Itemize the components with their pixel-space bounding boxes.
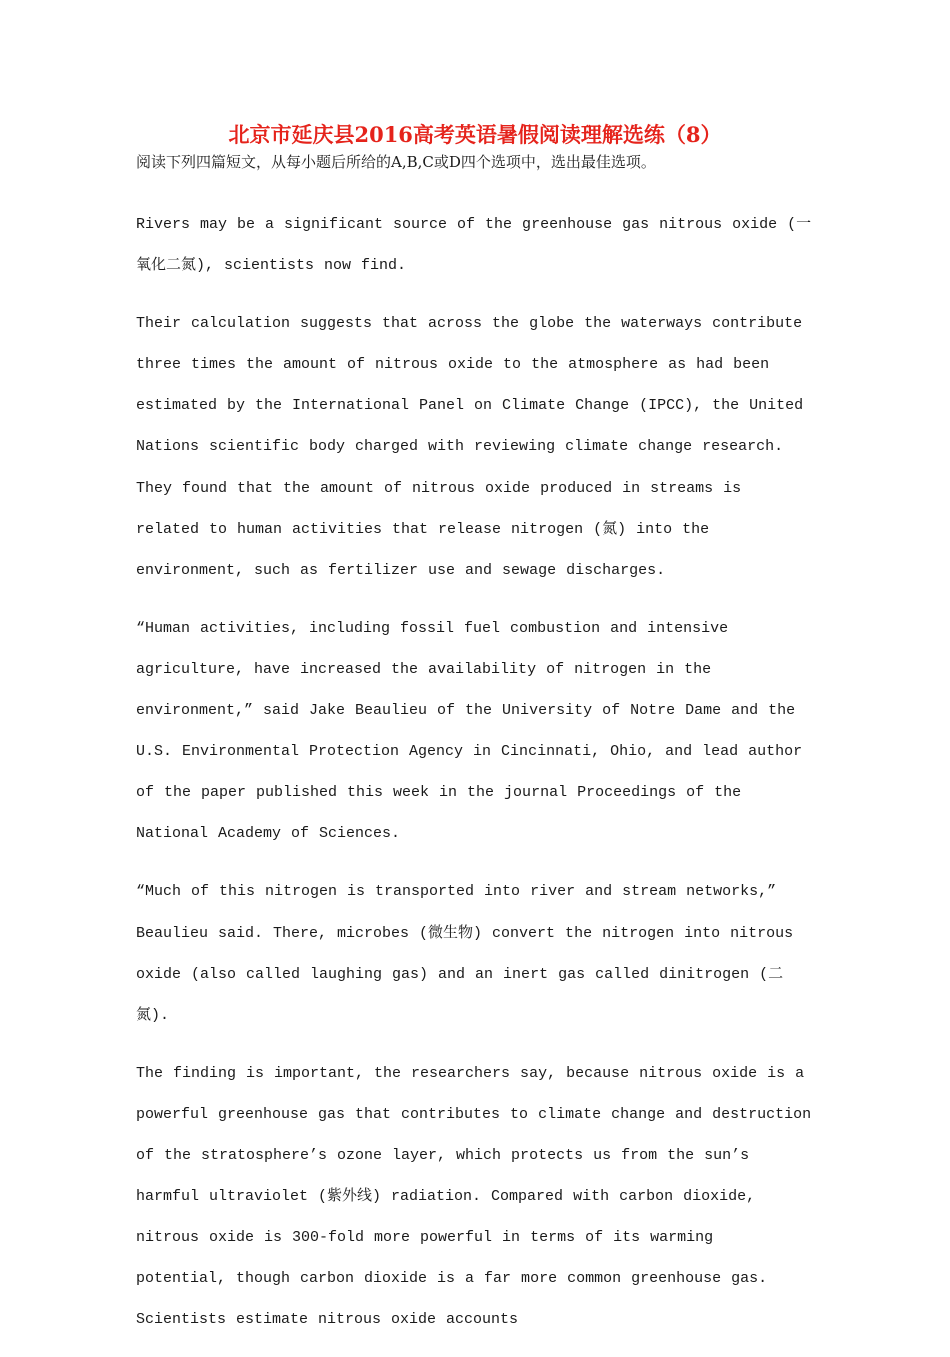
- paragraph-4: “Much of this nitrogen is transported into river and stream networks,” Beaulieu said. There, microbes (微生物) convert the nitrogen into nitrous oxide (also called laughing gas) and an inert gas called dinitrogen (二氮).: [136, 883, 794, 1024]
- paragraph-1: Rivers may be a significant source of the greenhouse gas nitrous oxide (一氧化二氮), scientists now find.: [136, 216, 812, 275]
- article-body: [136, 204, 812, 1357]
- paragraph-5: The finding is important, the researchers say, because nitrous oxide is a powerful greenhouse gas that contributes to climate change and destruction of the stratosphere’s ozone layer, which protects us from the sun’s harmful ultraviolet (紫外线) radiation. Compared with carbon dioxide, nitrous oxide is 300-fold more powerful in terms of its warming potential, though carbon dioxide is a far more common greenhouse gas. Scientists estimate nitrous oxide accounts: [136, 1064, 812, 1329]
- page-title: 北京市延庆县2016高考英语暑假阅读理解选练（8）: [228, 122, 722, 147]
- paragraph-3: “Human activities, including fossil fuel combustion and intensive agriculture, have increased the availability of nitrogen in the environment,” said Jake Beaulieu of the University of Notre Dame and the U.S. Environmental Protection Agency in Cincinnati, Ohio, and lead author of the paper published this week in the journal Proceedings of the National Academy of Sciences.: [136, 619, 803, 843]
- paragraph-2: Their calculation suggests that across the globe the waterways contribute three times the amount of nitrous oxide to the atmosphere as had been estimated by the International Panel on Climate Change (IPCC), the United Nations scientific body charged with reviewing climate change research. They found that the amount of nitrous oxide produced in streams is related to human activities that release nitrogen (氮) into the environment, such as fertilizer use and sewage discharges.: [136, 315, 804, 579]
- instruction-text: 阅读下列四篇短文，从每小题后所给的A,B,C或D四个选项中，选出最佳选项。: [136, 153, 656, 171]
